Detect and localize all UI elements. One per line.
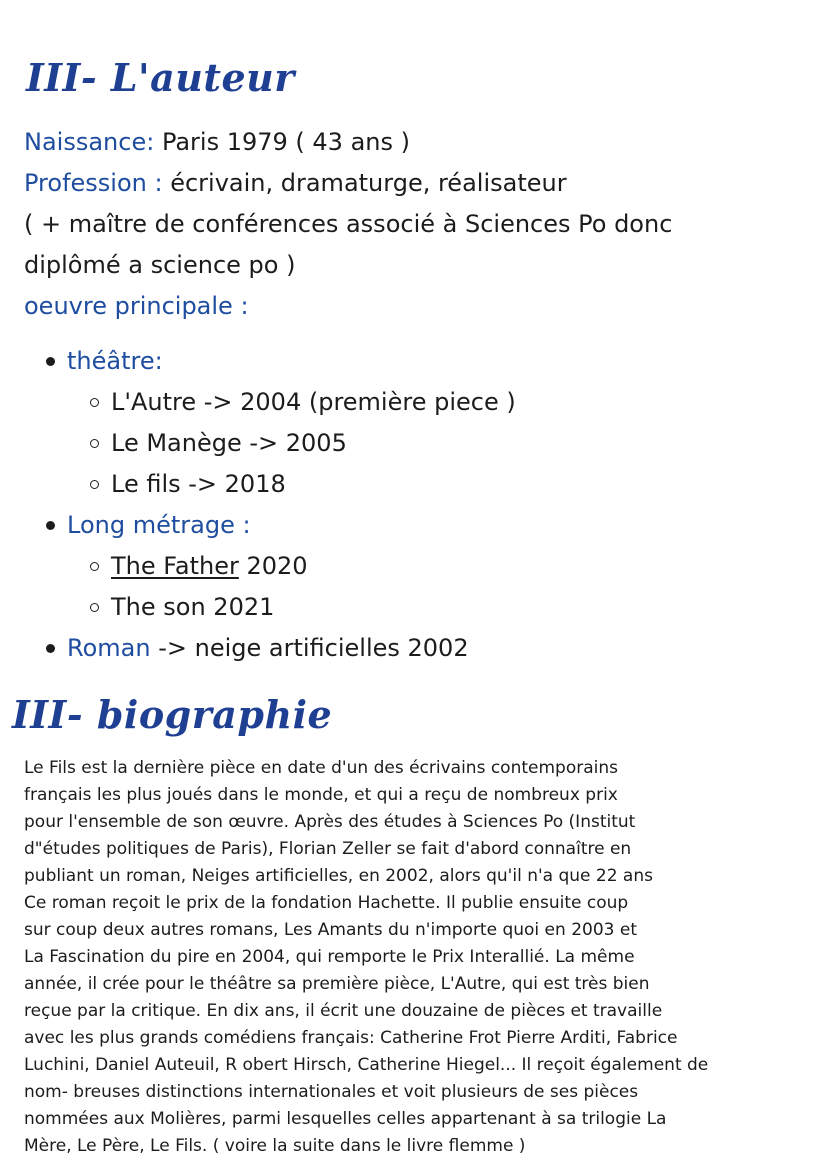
film-year: 2021: [205, 593, 275, 621]
list-item: [111, 587, 814, 628]
bullet-icon: [46, 521, 55, 530]
paragraph-line: sur coup deux autres romans, Les Amants du n'importe quoi en 2003 et: [24, 920, 637, 940]
theatre-item-text: Le fils -> 2018: [111, 470, 286, 498]
paragraph-line: Ce roman reçoit le prix de la fondation Hachette. Il publie ensuite coup: [24, 893, 629, 913]
note-line-1: ( + maître de conférences associé à Sciences Po donc: [24, 210, 673, 238]
paragraph-line: français les plus joués dans le monde, et qui a reçu de nombreux prix: [24, 785, 618, 805]
film-title-link[interactable]: The Father: [111, 552, 239, 580]
theatre-item-text: L'Autre -> 2004 (première piece ): [111, 388, 516, 416]
long-metrage-label: Long métrage :: [67, 511, 251, 539]
paragraph-line: année, il crée pour le théâtre sa première pièce, L'Autre, qui est très bien: [24, 974, 650, 994]
long-metrage-sublist: [67, 546, 814, 628]
naissance-line: [24, 122, 814, 163]
section-heading-biographie: III- biographie: [12, 692, 333, 737]
list-item-roman: [67, 628, 814, 669]
auteur-section: [24, 122, 814, 669]
hollow-bullet-icon: [90, 439, 99, 448]
list-item: [111, 546, 814, 587]
list-item-theatre: [67, 341, 814, 505]
profession-value: écrivain, dramaturge, réalisateur: [162, 169, 567, 197]
bullet-icon: [46, 644, 55, 653]
profession-label: Profession :: [24, 169, 163, 197]
note-line-2: diplômé a science po ): [24, 251, 296, 279]
paragraph-line: avec les plus grands comédiens français: Catherine Frot Pierre Arditi, Fabrice: [24, 1028, 678, 1048]
hollow-bullet-icon: [90, 603, 99, 612]
paragraph-line: nom- breuses distinctions internationales et voit plusieurs de ses pièces: [24, 1082, 639, 1102]
paragraph-line: Mère, Le Père, Le Fils. ( voire la suite dans le livre flemme ): [24, 1136, 526, 1156]
paragraph-line: Le Fils est la dernière pièce en date d'un des écrivains contemporains: [24, 758, 618, 778]
oeuvre-label: oeuvre principale :: [24, 292, 249, 320]
list-item: [111, 423, 814, 464]
hollow-bullet-icon: [90, 480, 99, 489]
list-item: [111, 382, 814, 423]
paragraph-line: pour l'ensemble de son œuvre. Après des études à Sciences Po (Institut: [24, 812, 636, 832]
list-item: [111, 464, 814, 505]
paragraph-line: publiant un roman, Neiges artificielles, en 2002, alors qu'il n'a que 22 ans: [24, 866, 653, 886]
roman-value: -> neige artificielles 2002: [150, 634, 469, 662]
theatre-sublist: [67, 382, 814, 505]
paragraph-line: d"études politiques de Paris), Florian Zeller se fait d'abord connaître en: [24, 839, 632, 859]
section-heading-auteur: III- L'auteur: [26, 55, 295, 100]
profession-line: [24, 163, 814, 204]
naissance-value: Paris 1979 ( 43 ans ): [154, 128, 410, 156]
theatre-item-text: Le Manège -> 2005: [111, 429, 347, 457]
bullet-icon: [46, 357, 55, 366]
hollow-bullet-icon: [90, 398, 99, 407]
roman-label: Roman: [67, 634, 151, 662]
paragraph-line: La Fascination du pire en 2004, qui remporte le Prix Interallié. La même: [24, 947, 635, 967]
oeuvre-list: [24, 341, 814, 669]
paragraph-line: Luchini, Daniel Auteuil, R obert Hirsch, Catherine Hiegel... Il reçoit également de: [24, 1055, 709, 1075]
paragraph-line: reçue par la critique. En dix ans, il écrit une douzaine de pièces et travaille: [24, 1001, 663, 1021]
paragraph-line: nommées aux Molières, parmi lesquelles celles appartenant à sa trilogie La: [24, 1109, 667, 1129]
film-title: The son: [111, 593, 206, 621]
theatre-label: théâtre:: [67, 347, 163, 375]
list-item-long-metrage: [67, 505, 814, 628]
naissance-label: Naissance:: [24, 128, 155, 156]
biographie-paragraph: [24, 755, 814, 1160]
film-year: 2020: [238, 552, 308, 580]
hollow-bullet-icon: [90, 562, 99, 571]
